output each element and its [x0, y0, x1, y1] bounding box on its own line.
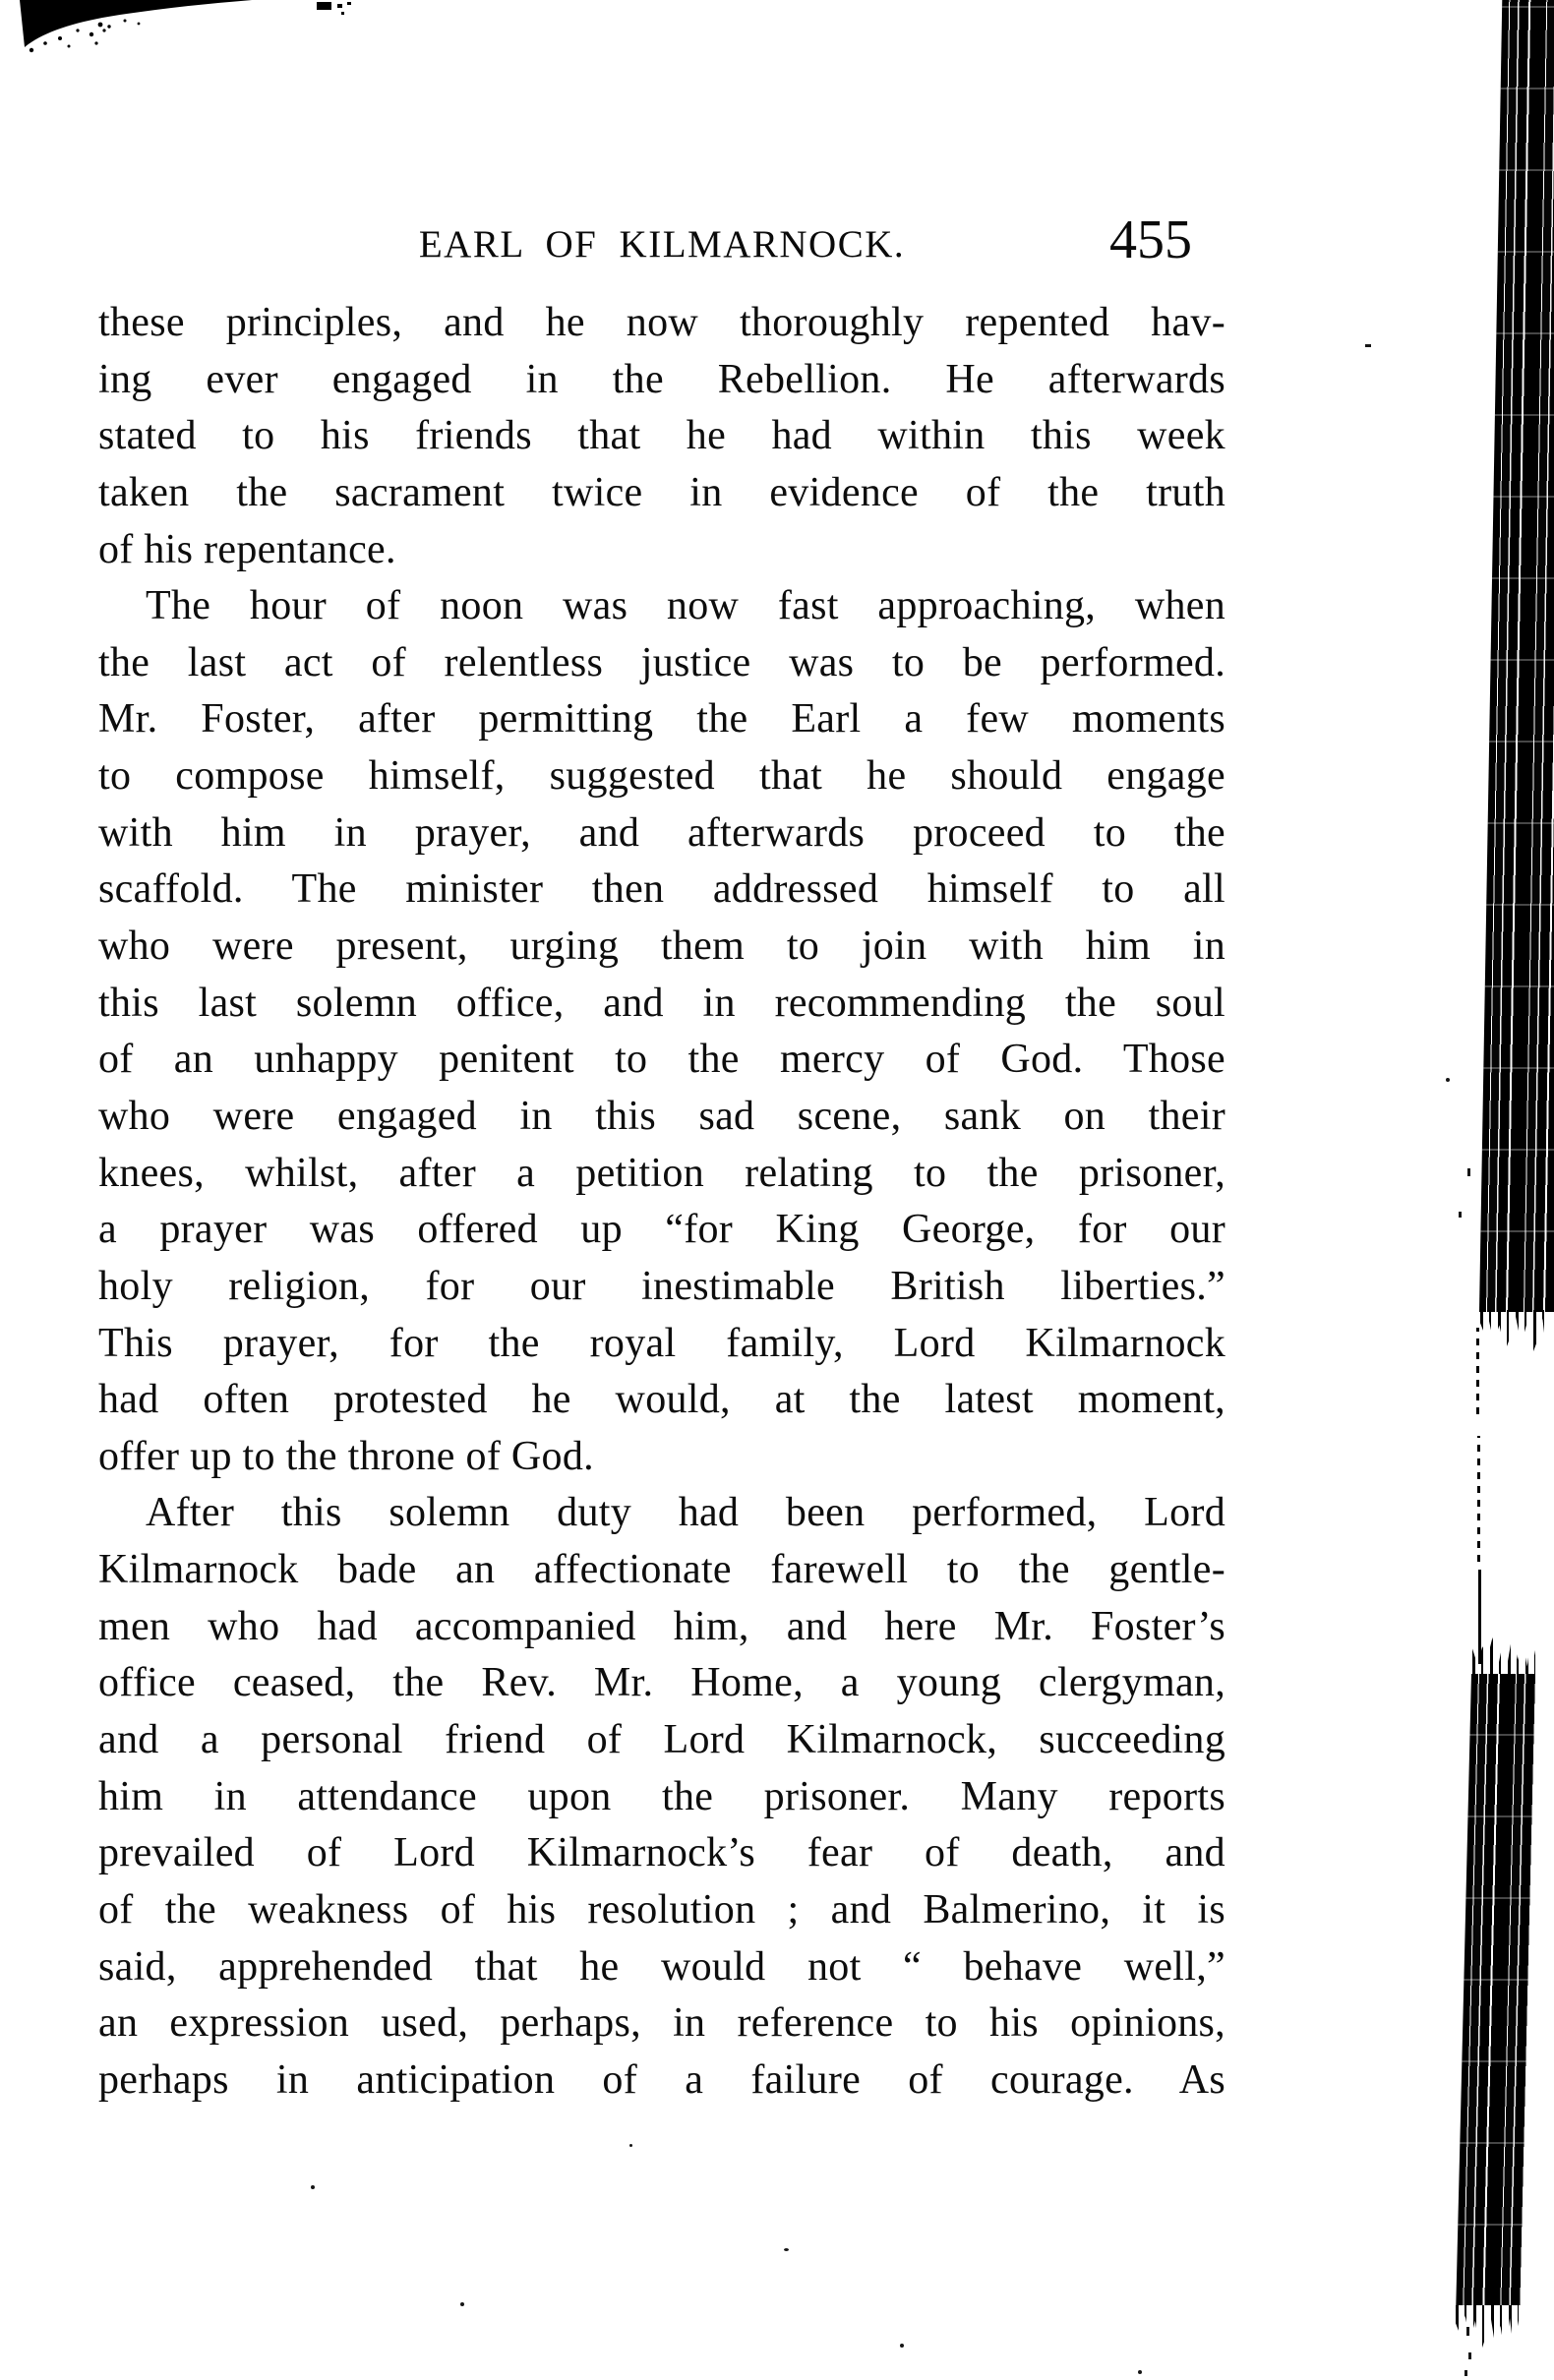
text-line: After this solemn duty had been performed, Lord [146, 1490, 1225, 1536]
text-line: who were present, urging them to join with him in [98, 923, 1225, 970]
text-line: This prayer, for the royal family, Lord Kilmarnock [98, 1320, 1225, 1366]
body-text-block [98, 295, 1225, 2110]
text-line: knees, whilst, after a petition relating to the prisoner, [98, 1150, 1225, 1196]
text-line: The hour of noon was now fast approaching, when [146, 583, 1225, 629]
text-line: the last act of relentless justice was to be performed. [98, 639, 1225, 685]
scan-hairline [1476, 1328, 1479, 1414]
scan-speck [1459, 1212, 1462, 1218]
text-line: with him in prayer, and afterwards proceed to the [98, 809, 1225, 856]
text-line: these principles, and he now thoroughly repented hav- [98, 300, 1225, 345]
text-line: holy religion, for our inestimable British liberties.” [98, 1263, 1225, 1309]
text-line: Mr. Foster, after permitting the Earl a few moments [98, 696, 1225, 743]
text-line: ing ever engaged in the Rebellion. He afterwards [98, 356, 1225, 402]
scan-speck [1138, 2370, 1142, 2374]
text-line: of the weakness of his resolution ; and Balmerino, it is [98, 1886, 1225, 1933]
scan-speck [629, 2144, 632, 2147]
scan-binding-streaks [1456, 2305, 1519, 2356]
scan-hairline [1477, 1436, 1480, 1562]
text-line: of his repentance. [98, 526, 396, 572]
scan-corner-smudge [0, 0, 393, 63]
scan-speck [1467, 1168, 1470, 1176]
scan-speck [784, 2248, 789, 2251]
text-line: taken the sacrament twice in evidence of the truth [98, 469, 1225, 515]
scan-speck [900, 2344, 904, 2348]
scan-binding-band-bottom [1456, 1674, 1536, 2305]
running-header-title: EARL OF KILMARNOCK. [418, 223, 906, 266]
text-line: perhaps in anticipation of a failure of courage. As [98, 2056, 1225, 2103]
text-line: offer up to the throne of God. [98, 1433, 594, 1479]
text-line: Kilmarnock bade an affectionate farewell to the gentle- [98, 1547, 1225, 1593]
scan-hairline [1478, 1570, 1481, 1664]
text-line: office ceased, the Rev. Mr. Home, a young clergyman, [98, 1660, 1225, 1706]
scan-binding-streaks [1472, 1631, 1535, 1676]
scan-speck [1466, 2327, 1469, 2336]
scan-speck [1365, 344, 1371, 347]
scan-binding-band-top [1479, 0, 1554, 1312]
text-line: and a personal friend of Lord Kilmarnock, succeeding [98, 1717, 1225, 1763]
scan-speck [311, 2185, 315, 2189]
scan-binding-streaks [1480, 1310, 1551, 1353]
scan-speck [1446, 1078, 1450, 1082]
scan-speck [460, 2302, 464, 2306]
text-line: this last solemn office, and in recommending the soul [98, 980, 1225, 1026]
text-line: him in attendance upon the prisoner. Many reports [98, 1773, 1225, 1819]
scan-speck [1468, 2352, 1471, 2359]
text-line: a prayer was offered up “for King George, for our [98, 1207, 1225, 1253]
page-number: 455 [1109, 209, 1192, 270]
text-line: to compose himself, suggested that he should engage [98, 753, 1225, 800]
scan-speck [1464, 2370, 1467, 2376]
text-line: stated to his friends that he had within this week [98, 413, 1225, 459]
text-line: men who had accompanied him, and here Mr. Foster’s [98, 1603, 1225, 1649]
text-line: an expression used, perhaps, in reference to his opinions, [98, 2000, 1225, 2047]
text-line: had often protested he would, at the latest moment, [98, 1377, 1225, 1423]
text-line: said, apprehended that he would not “ behave well,” [98, 1943, 1225, 1990]
text-line: scaffold. The minister then addressed himself to all [98, 866, 1225, 913]
text-line: who were engaged in this sad scene, sank on their [98, 1093, 1225, 1139]
text-line: of an unhappy penitent to the mercy of God. Those [98, 1037, 1225, 1083]
text-line: prevailed of Lord Kilmarnock’s fear of death, and [98, 1830, 1225, 1876]
